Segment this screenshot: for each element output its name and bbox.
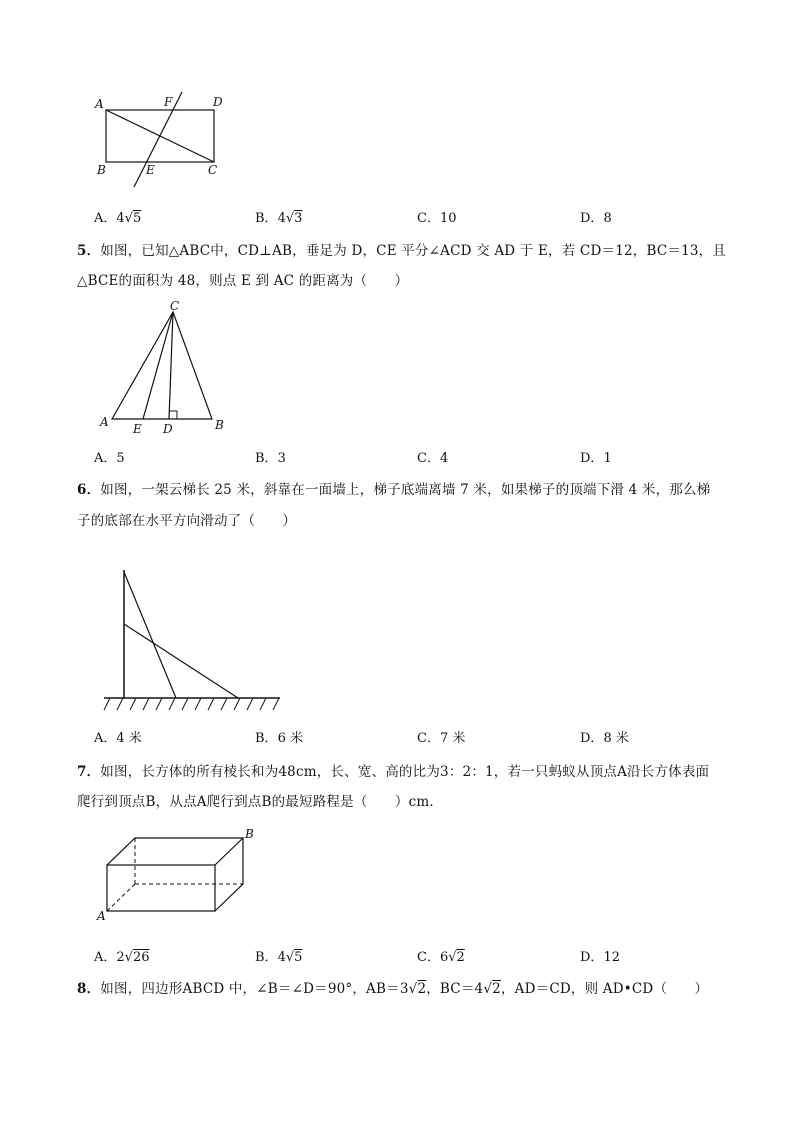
q4-option-c[interactable]: C．10 [417,211,457,226]
line-fe [134,92,182,187]
q7-option-c[interactable]: C．6√2 [417,950,465,965]
q5-option-d[interactable]: D．1 [580,451,612,466]
q6-option-a[interactable]: A．4 米 [94,731,142,746]
figure-cuboid [95,828,270,923]
q5-option-a[interactable]: A．5 [94,451,125,466]
label-e: E [146,163,155,177]
cuboid-top-face [107,838,243,865]
q6-line2: 子的底部在水平方向滑动了（ ） [77,513,297,529]
q7-option-d[interactable]: D．12 [580,950,620,965]
label-d: D [213,95,223,109]
label-a: A [97,909,106,923]
q4-option-d[interactable]: D．8 [580,211,612,226]
sqrt-icon: √ [124,211,133,226]
sqrt-icon: √ [124,950,133,965]
label-c: C [170,299,180,313]
label-d: D [163,422,173,436]
ladder-slid [124,624,238,698]
label-c: C [208,163,218,177]
sqrt-icon: √ [285,950,295,965]
label-f: F [164,95,173,109]
q4-option-a[interactable]: A．4√5 [94,211,142,226]
q5-line1: 5．如图，已知△ABC中，CD⊥AB，垂足为 D，CE 平分∠ACD 交 AD 于 E，若 CD＝12，BC＝13，且 [77,243,727,259]
q6-option-d[interactable]: D．8 米 [580,731,629,746]
q5-line2: △BCE的面积为 48，则点 E 到 AC 的距离为（ ） [77,273,409,289]
q5-option-c[interactable]: C．4 [417,451,449,466]
cuboid-hidden-edges [107,838,243,911]
q7-option-b[interactable]: B．4√5 [255,950,303,965]
q6-option-c[interactable]: C．7 米 [417,731,466,746]
label-b: B [97,163,106,177]
q6-line1: 6．如图，一架云梯长 25 米，斜靠在一面墙上，梯子底端离墙 7 米，如果梯子的顶端下滑 4 米，那么梯 [77,482,711,498]
triangle-abc [112,312,212,419]
label-b: B [245,828,254,841]
q5-option-b[interactable]: B．3 [255,451,286,466]
q7-line2: 爬行到顶点B，从点A爬行到点B的最短路程是（ ）cm． [77,794,444,810]
ground-hatching [104,698,279,710]
cuboid-right-edges [215,838,243,911]
q7-line1: 7．如图，长方体的所有棱长和为48cm，长、宽、高的比为3：2：1，若一只蚂蚁从顶点A沿长方体表面 [77,764,710,780]
figure-triangle [90,298,240,438]
sqrt-icon: √ [448,950,457,965]
figure-ladder [100,548,290,718]
altitude-cd [169,312,173,419]
label-a: A [95,97,104,111]
cuboid-front-face [107,865,215,911]
q7-option-a[interactable]: A．2√26 [94,950,150,965]
q4-option-b[interactable]: B．4√3 [255,211,303,226]
label-b: B [215,418,224,432]
figure-rectangle [90,90,230,190]
label-a: A [100,415,109,429]
sqrt-icon: √ [483,981,493,997]
ladder-original [124,572,176,698]
sqrt-icon: √ [408,981,418,997]
bisector-ce [143,312,173,419]
sqrt-icon: √ [285,211,295,226]
right-angle-mark [169,411,177,419]
label-e: E [133,422,142,436]
q8-line1: 8．如图，四边形ABCD 中，∠B＝∠D＝90°，AB＝3√2，BC＝4√2，AD＝CD，则 AD•CD（ ） [77,981,709,997]
q6-option-b[interactable]: B．6 米 [255,731,303,746]
